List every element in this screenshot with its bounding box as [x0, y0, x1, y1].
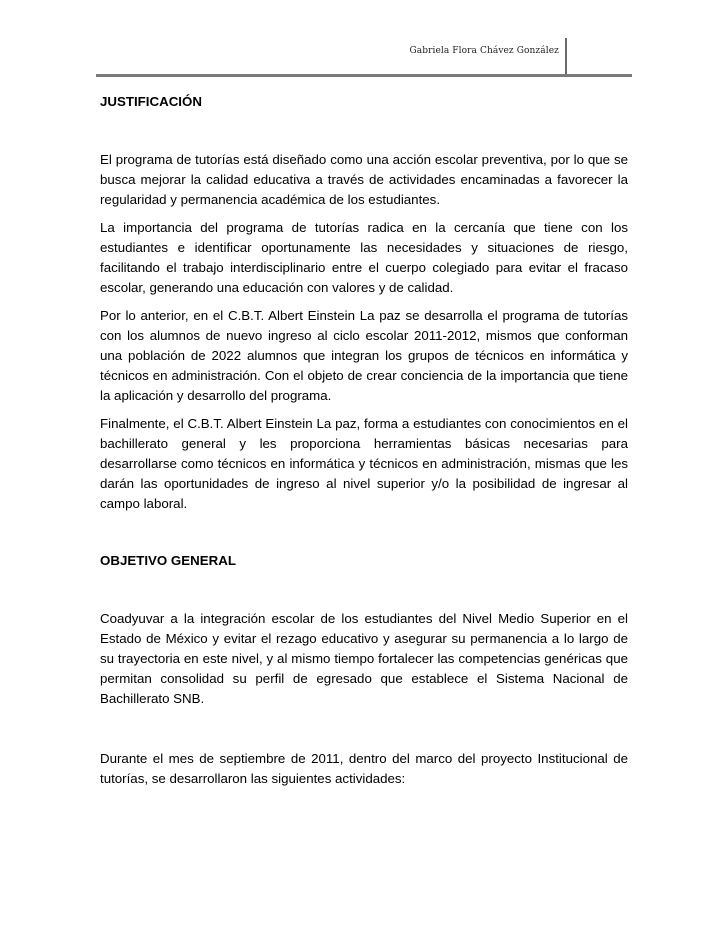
heading-objetivo-general: OBJETIVO GENERAL: [100, 553, 236, 568]
paragraph-justificacion-2: La importancia del programa de tutorías radica en la cercanía que tiene con los estudiantes e identificar oportunamente las necesidades y situaciones de riesgo, facilitando el trabajo interdisciplinario entre el cuerpo colegiado para evitar el fracaso escolar, generando una educación con valores y de calidad.: [100, 220, 628, 295]
paragraph-justificacion-4: Finalmente, el C.B.T. Albert Einstein La paz, forma a estudiantes con conocimientos en el bachillerato general y les proporciona herramientas básicas necesarias para desarrollarse como técnicos en informática y técnicos en administración, mismas que les darán las oportunidades de ingreso al nivel superior y/o la posibilidad de ingresar al campo laboral.: [100, 416, 628, 511]
paragraph-actividades-intro: Durante el mes de septiembre de 2011, dentro del marco del proyecto Institucional de tutorías, se desarrollaron las siguientes actividades:: [100, 751, 628, 786]
heading-justificacion: JUSTIFICACIÓN: [100, 94, 202, 109]
header-divider-vertical: [565, 38, 567, 75]
header-rule: [96, 74, 632, 77]
paragraph-justificacion-1: El programa de tutorías está diseñado como una acción escolar preventiva, por lo que se busca mejorar la calidad educativa a través de actividades encaminadas a favorecer la regularidad y permanencia académica de los estudiantes.: [100, 152, 628, 207]
document-body: [100, 92, 628, 797]
paragraph-objetivo: Coadyuvar a la integración escolar de los estudiantes del Nivel Medio Superior en el Estado de México y evitar el rezago educativo y asegurar su permanencia a lo largo de su trayectoria en este nivel, y al mismo tiempo fortalecer las competencias genéricas que permitan consolidad su perfil de egresado que establece el Sistema Nacional de Bachillerato SNB.: [100, 611, 628, 706]
header-author: Gabriela Flora Chávez González: [409, 46, 559, 56]
paragraph-justificacion-3: Por lo anterior, en el C.B.T. Albert Einstein La paz se desarrolla el programa de tutorías con los alumnos de nuevo ingreso al ciclo escolar 2011-2012, mismos que conforman una población de 2022 alumnos que integran los grupos de técnicos en informática y técnicos en administración. Con el objeto de crear conciencia de la importancia que tiene la aplicación y desarrollo del programa.: [100, 308, 628, 403]
